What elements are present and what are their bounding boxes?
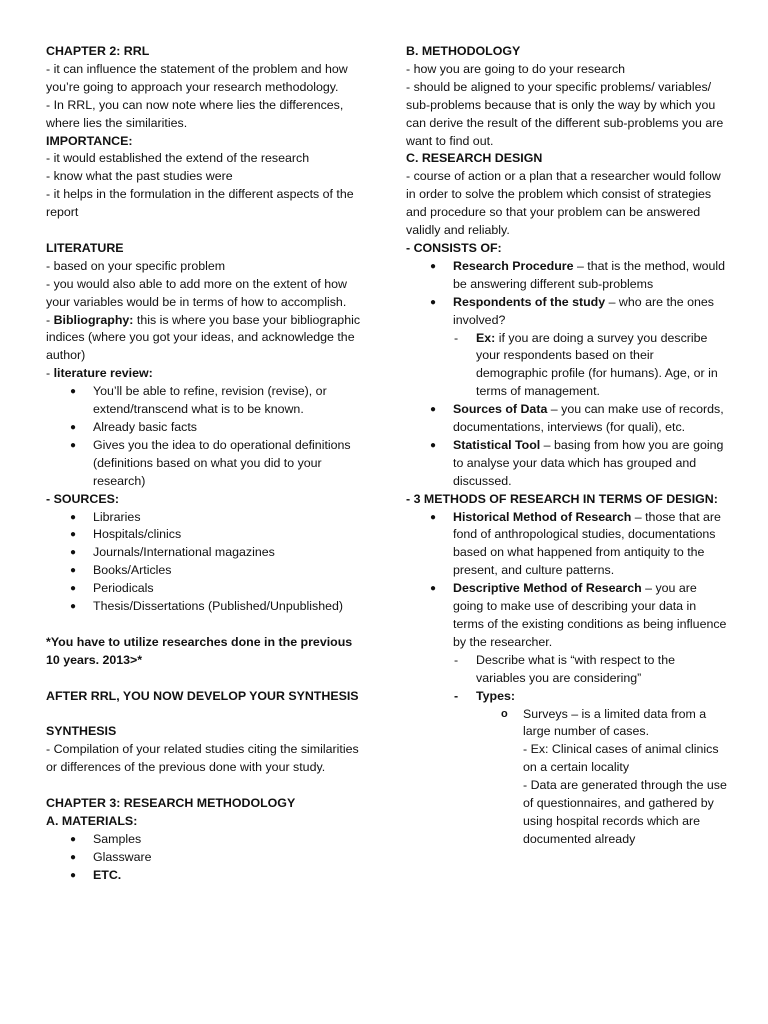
list-item: ● Hospitals/clinics	[46, 526, 366, 544]
literature-paragraph-1: - based on your specific problem	[46, 258, 226, 273]
bullet-icon: ●	[430, 296, 437, 308]
synthesis-paragraph: - Compilation of your related studies citing the similarities or differences of the previous done with your study.	[46, 742, 359, 775]
note-text: *You have to utilize researches done in the previous 10 years. 2013>*	[46, 634, 353, 667]
list-item: ● Historical Method of Research – those that are fond of anthropological studies, documentations based on what happened from antiquity to the present, and culture patterns.	[430, 509, 721, 578]
materials-title: A. MATERIALS:	[46, 813, 138, 828]
list-item: ● Statistical Tool – basing from how you are going to analyse your data which has grouped and discussed.	[430, 437, 724, 488]
research-design-title: C. RESEARCH DESIGN	[406, 151, 543, 166]
bullet-icon: ●	[430, 511, 437, 523]
sources-title: - SOURCES:	[46, 491, 119, 506]
list-item: ● Samples	[46, 831, 366, 849]
bullet-icon: ●	[430, 439, 437, 451]
bullet-icon: ●	[70, 439, 77, 451]
list-item: ● Libraries	[46, 509, 366, 527]
list-item: ● You’ll be able to refine, revision (revise), or extend/transcend what is to be known.	[70, 384, 327, 417]
literature-title: LITERATURE	[46, 240, 124, 255]
list-item: ● Glassware	[46, 849, 366, 867]
bullet-icon: ●	[70, 547, 77, 559]
list-item: ● Journals/International magazines	[46, 544, 366, 562]
sources-list	[46, 509, 366, 616]
ch2-paragraph-1: - it can influence the statement of the problem and how you’re going to approach your research methodology.	[46, 61, 348, 94]
bullet-icon: ●	[70, 511, 77, 523]
dash-icon: -	[454, 688, 459, 703]
dash-icon: -	[454, 330, 459, 345]
list-item: ● Thesis/Dissertations (Published/Unpublished)	[46, 598, 366, 616]
bullet-icon: ●	[70, 833, 77, 845]
list-item: ● Books/Articles	[46, 562, 366, 580]
list-item: ● Already basic facts	[46, 419, 366, 437]
list-item: o Surveys – is a limited data from a large number of cases.	[501, 706, 707, 739]
list-item: ● ETC.	[46, 867, 366, 885]
importance-item: - know what the past studies were	[46, 169, 233, 184]
consists-list	[406, 258, 728, 491]
bullet-icon: ●	[70, 869, 77, 881]
survey-data-note: - Data are generated through the use of questionnaires, and gathered by using hospital records which are documented already	[523, 778, 727, 846]
right-column	[406, 43, 728, 849]
methodology-paragraph-1: - how you are going to do your research	[406, 61, 626, 76]
list-item: - Ex: if you are doing a survey you describe your respondents based on their demographic profile (for humans). Age, or in terms of management.	[454, 330, 718, 399]
methods-list	[406, 509, 728, 742]
research-design-paragraph: - course of action or a plan that a researcher would follow in order to solve the problem which consist of strategies and procedure so that your problem can be answered validly and reliably.	[406, 169, 721, 238]
ch2-paragraph-2: - In RRL, you can now note where lies the differences, where lies the similarities.	[46, 97, 344, 130]
bullet-icon: ●	[70, 601, 77, 613]
left-column	[46, 43, 366, 885]
chapter-3-title: CHAPTER 3: RESEARCH METHODOLOGY	[46, 795, 296, 810]
consists-of-title: - CONSISTS OF:	[406, 240, 502, 255]
bullet-icon: ●	[70, 565, 77, 577]
materials-list	[46, 831, 366, 885]
importance-item: - it would established the extend of the research	[46, 151, 310, 166]
bullet-icon: ●	[70, 422, 77, 434]
bullet-icon: ●	[430, 404, 437, 416]
bibliography-label: Bibliography:	[53, 312, 134, 327]
bibliography-paragraph: - Bibliography: this is where you base your bibliographic indices (where you got your ideas, and acknowledge the author)	[46, 312, 361, 363]
list-item: ● Descriptive Method of Research – you are going to make use of describing your data in terms of the existing conditions as being influence by the researcher.	[430, 581, 727, 649]
synthesis-title: SYNTHESIS	[46, 724, 117, 739]
list-item: ● Periodicals	[46, 580, 366, 598]
list-item: ● Respondents of the study – who are the ones involved?	[430, 294, 714, 327]
list-item: - Types:	[406, 688, 728, 706]
list-item: ● Research Procedure – that is the method, would be answering different sub-problems	[430, 258, 726, 291]
list-item: - Describe what is “with respect to the variables you are considering”	[454, 652, 676, 685]
bullet-icon: ●	[70, 529, 77, 541]
methodology-title: B. METHODOLOGY	[406, 44, 521, 58]
chapter-2-title: CHAPTER 2: RRL	[46, 44, 150, 58]
literature-review-heading: - literature review:	[46, 366, 153, 381]
circle-bullet-icon: o	[501, 707, 508, 720]
importance-title: IMPORTANCE:	[46, 133, 133, 148]
bullet-icon: ●	[70, 851, 77, 863]
literature-paragraph-2: - you would also able to add more on the extent of how your variables would be in terms of how to accomplish.	[46, 276, 348, 309]
list-item: ● Gives you the idea to do operational definitions (definitions based on what you did to your research)	[70, 437, 351, 488]
methods-title: - 3 METHODS OF RESEARCH IN TERMS OF DESIGN:	[406, 491, 718, 506]
methodology-paragraph-2: - should be aligned to your specific problems/ variables/ sub-problems because that is only the way by which you can derive the result of the different sub-problems you are want to find out.	[406, 79, 724, 148]
bullet-icon: ●	[70, 386, 77, 398]
survey-example: - Ex: Clinical cases of animal clinics on a certain locality	[523, 742, 719, 775]
bullet-icon: ●	[70, 583, 77, 595]
after-rrl-heading: AFTER RRL, YOU NOW DEVELOP YOUR SYNTHESIS	[46, 688, 359, 703]
importance-item: - it helps in the formulation in the different aspects of the report	[46, 187, 354, 220]
dash-icon: -	[454, 652, 459, 667]
list-item: ● Sources of Data – you can make use of records, documentations, interviews (for quali), etc.	[430, 402, 724, 435]
bullet-icon: ●	[430, 583, 437, 595]
literature-review-list	[46, 383, 366, 490]
bullet-icon: ●	[430, 260, 437, 272]
